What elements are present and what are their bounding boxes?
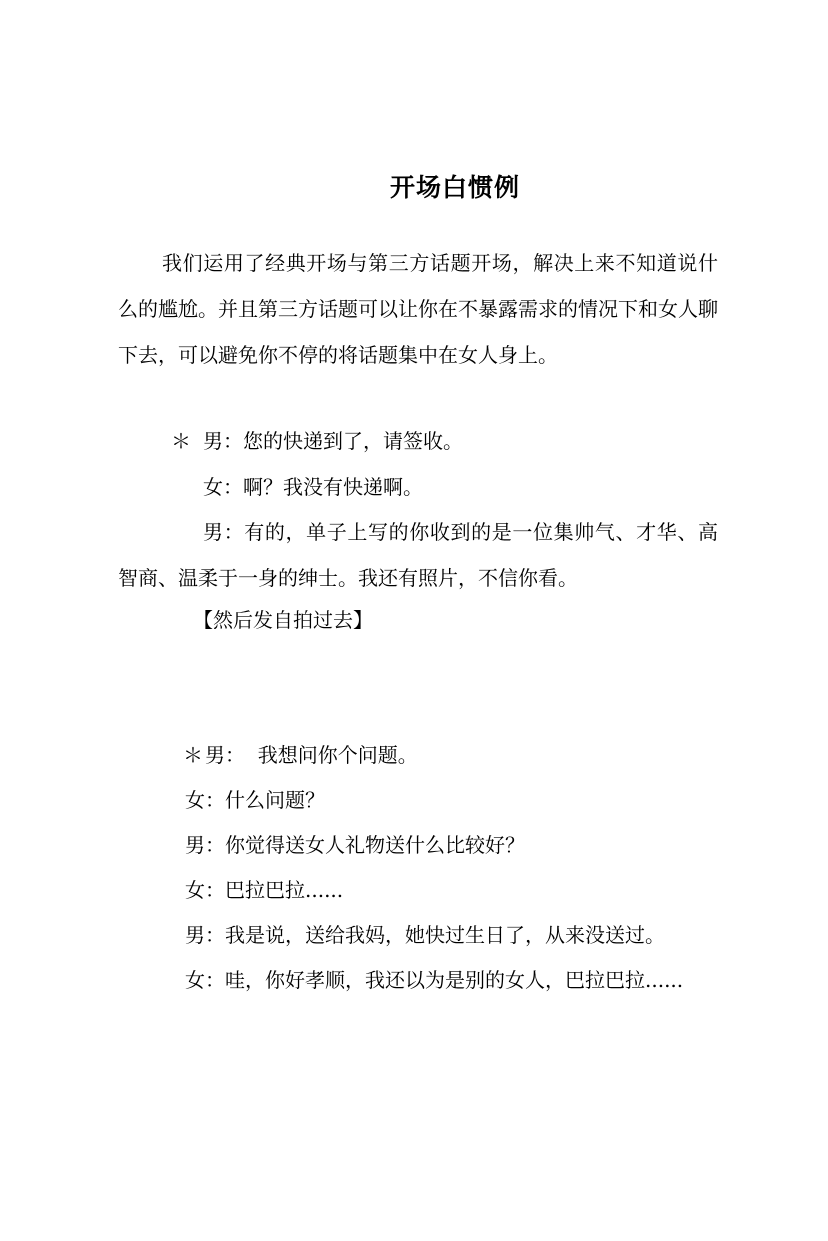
dialog1-bullet: ＊ xyxy=(171,429,191,453)
dialog2-line-4: 女：巴拉巴拉...... xyxy=(185,878,344,902)
dialog2-line-6: 女：哇，你好孝顺，我还以为是别的女人，巴拉巴拉...... xyxy=(185,968,684,992)
page-title: 开场白惯例 xyxy=(389,173,520,202)
dialog1-line-3: 男：有的，单子上写的你收到的是一位集帅气、才华、高智商、温柔于一身的绅士。我还有照片，不信你看。 xyxy=(118,520,718,590)
dialog2-bullet: ＊ xyxy=(183,743,203,767)
intro-paragraph: 我们运用了经典开场与第三方话题开场，解决上来不知道说什么的尴尬。并且第三方话题可以让你在不暴露需求的情况下和女人聊下去，可以避免你不停的将话题集中在女人身上。 xyxy=(118,251,718,367)
dialog2-line-1: 男： 我想问你个问题。 xyxy=(205,743,418,767)
dialog1-note: 【然后发自拍过去】 xyxy=(193,608,373,632)
dialog2-line-2: 女：什么问题？ xyxy=(185,788,325,812)
dialog2-line-5: 男：我是说，送给我妈，她快过生日了，从来没送过。 xyxy=(185,923,665,947)
dialog1-line-2: 女：啊？我没有快递啊。 xyxy=(203,475,423,499)
dialog2-line-3: 男：你觉得送女人礼物送什么比较好？ xyxy=(185,833,525,857)
dialog1-line-1: 男：您的快递到了，请签收。 xyxy=(203,429,463,453)
